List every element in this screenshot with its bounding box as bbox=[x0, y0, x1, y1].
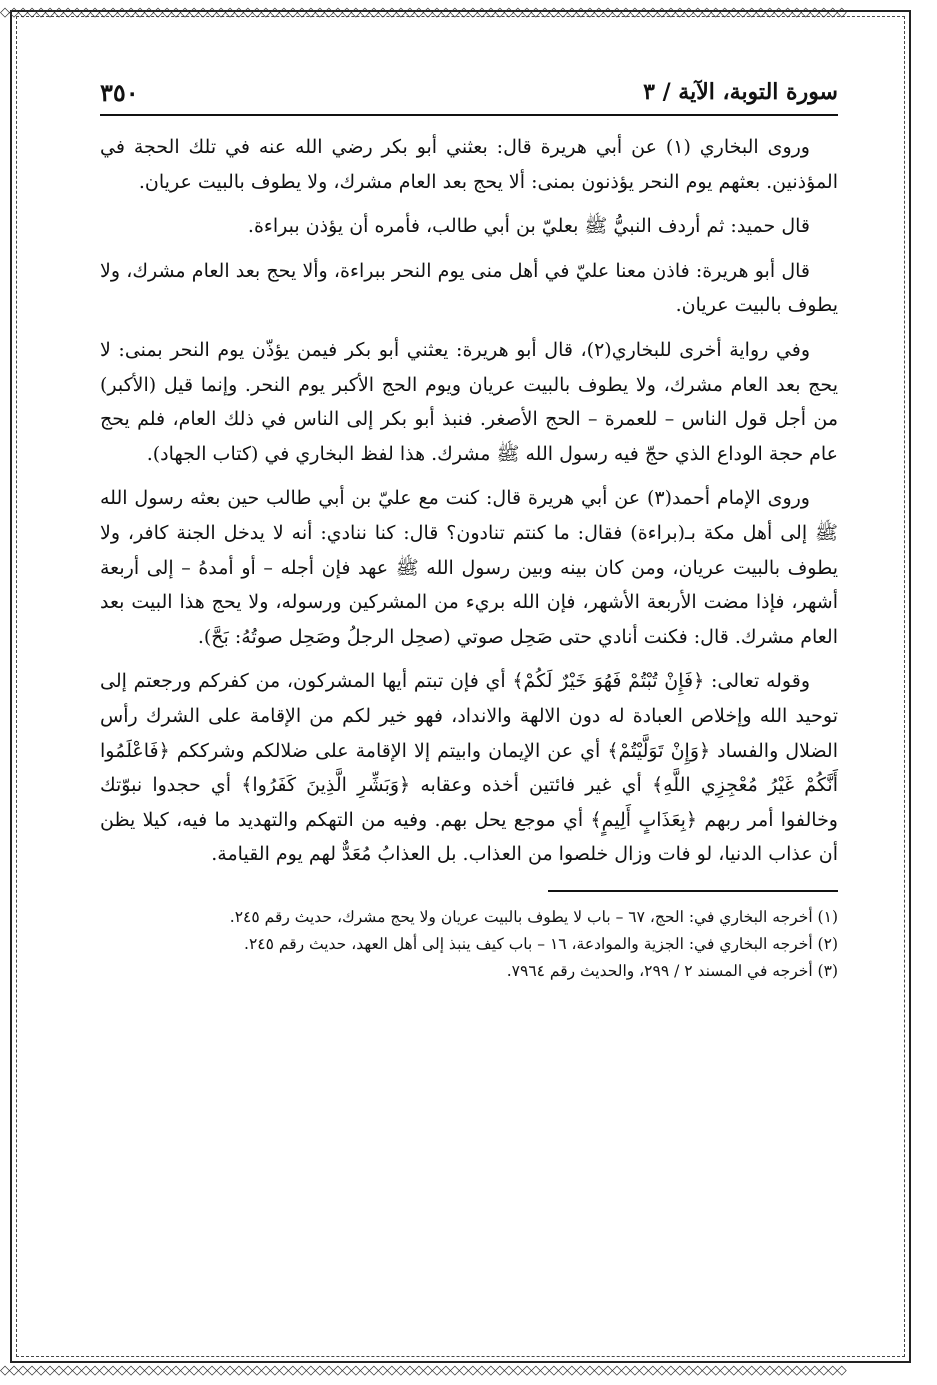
paragraph: وقوله تعالى: ﴿فَإِنْ تُبْتُمْ فَهُوَ خَيْرٌ لَكُمْ﴾ أي فإن تبتم أيها المشركون، من كفركم ورجعتم إلى توحيد الله وإخلاص العبادة له دون الالهة والانداد، فهو خير لكم من الإقامة على الشرك رأس الضلال والفساد ﴿وَإِنْ تَوَلَّيْتُمْ﴾ أي عن الإيمان وابيتم إلا الإقامة على ضلالكم وشرككم ﴿فَاعْلَمُوا أَنَّكُمْ غَيْرُ مُعْجِزِي اللَّهِ﴾ أي غير فائتين أخذه وعقابه ﴿وَبَشِّرِ الَّذِينَ كَفَرُوا﴾ أي حجدوا نبوّتك وخالفوا أمر ربهم ﴿بِعَذَابٍ أَلِيمٍ﴾ أي موجع يحل بهم. وفيه من التهكم والتهديد ما فيه، كيلا يظن أن عذاب الدنيا، لو فات وزال خلصوا من العذاب. بل العذابُ مُعَدٌّ لهم يوم القيامة. bbox=[100, 670, 838, 866]
paragraph: وروى البخاري (١) عن أبي هريرة قال: بعثني أبو بكر رضي الله عنه في تلك الحجة في المؤذنين. بعثهم يوم النحر يؤذنون بمنى: ألا يحج بعد العام مشرك، ولا يطوف بالبيت عريان. bbox=[100, 136, 838, 193]
footnote: (١) أخرجه البخاري في: الحج، ٦٧ – باب لا يطوف بالبيت عريان ولا يحج مشرك، حديث رقم ٢٤٥. bbox=[229, 907, 838, 926]
footnotes bbox=[100, 904, 838, 985]
paragraph: قال أبو هريرة: فاذن معنا عليّ في أهل منى يوم النحر ببراءة، وألا يحج بعد العام مشرك، ولا يطوف بالبيت عريان. bbox=[100, 259, 838, 317]
running-title: سورة التوبة، الآية / ٣ bbox=[643, 79, 838, 105]
page-number: ٣٥٠ bbox=[100, 77, 139, 107]
main-text bbox=[100, 130, 838, 872]
paragraph: قال حميد: ثم أردف النبيُّ ﷺ بعليّ بن أبي طالب، فأمره أن يؤذن ببراءة. bbox=[247, 215, 810, 238]
page-header bbox=[100, 70, 838, 116]
paragraph: وروى الإمام أحمد(٣) عن أبي هريرة قال: كنت مع عليّ بن أبي طالب حين بعثه رسول الله ﷺ إلى أهل مكة بـ(براءة) فقال: ما كنتم تنادون؟ قال: كنا ننادي: أنه لا يدخل الجنة كافر، ولا يطوف بالبيت عريان، ومن كان بينه وبين رسول الله ﷺ عهد فإن أجله – أو أمدهُ – إلى أربعة أشهر، فإذا مضت الأربعة الأشهر، فإن الله بريء من المشركين ورسوله، ولا يحج هذا البيت بعد العام مشرك. قال: فكنت أنادي حتى صَحِل صوتي (صحِل الرجلُ وصَحِل صوتُهُ: بَحَّ). bbox=[100, 487, 838, 648]
footnote: (٣) أخرجه في المسند ٢ / ٢٩٩، والحديث رقم ٧٩٦٤. bbox=[506, 961, 838, 980]
book-page bbox=[100, 70, 838, 985]
footnote: (٢) أخرجه البخاري في: الجزية والموادعة، ١٦ – باب كيف ينبذ إلى أهل العهد، حديث رقم ٢٤٥. bbox=[244, 934, 838, 953]
ornamental-border-top: ◇◇◇◇◇◇◇◇◇◇◇◇◇◇◇◇◇◇◇◇◇◇◇◇◇◇◇◇◇◇◇◇◇◇◇◇◇◇◇◇◇◇◇◇◇◇◇◇◇◇◇◇◇◇◇◇◇◇◇◇◇◇◇◇◇◇◇◇◇◇◇◇◇◇◇◇◇◇◇◇◇◇◇◇◇◇◇◇◇◇◇◇◇◇ bbox=[0, 5, 846, 20]
paragraph: وفي رواية أخرى للبخاري(٢)، قال أبو هريرة: يعثني أبو بكر فيمن يؤذّن يوم النحر بمنى: لا يحج بعد العام مشرك، ولا يطوف بالبيت عريان ويوم الحج الأكبر يوم النحر. وإنما قيل (الأكبر) من أجل قول الناس – للعمرة – الحج الأصغر. فنبذ أبو بكر إلى الناس في ذلك العام، فلم يحج عام حجة الوداع الذي حجّ فيه رسول الله ﷺ مشرك. هذا لفظ البخاري في (كتاب الجهاد). bbox=[100, 338, 838, 465]
footnote-separator bbox=[548, 890, 838, 892]
ornamental-border-bottom: ◇◇◇◇◇◇◇◇◇◇◇◇◇◇◇◇◇◇◇◇◇◇◇◇◇◇◇◇◇◇◇◇◇◇◇◇◇◇◇◇◇◇◇◇◇◇◇◇◇◇◇◇◇◇◇◇◇◇◇◇◇◇◇◇◇◇◇◇◇◇◇◇◇◇◇◇◇◇◇◇◇◇◇◇◇◇◇◇◇◇◇◇◇◇ bbox=[0, 1363, 846, 1378]
